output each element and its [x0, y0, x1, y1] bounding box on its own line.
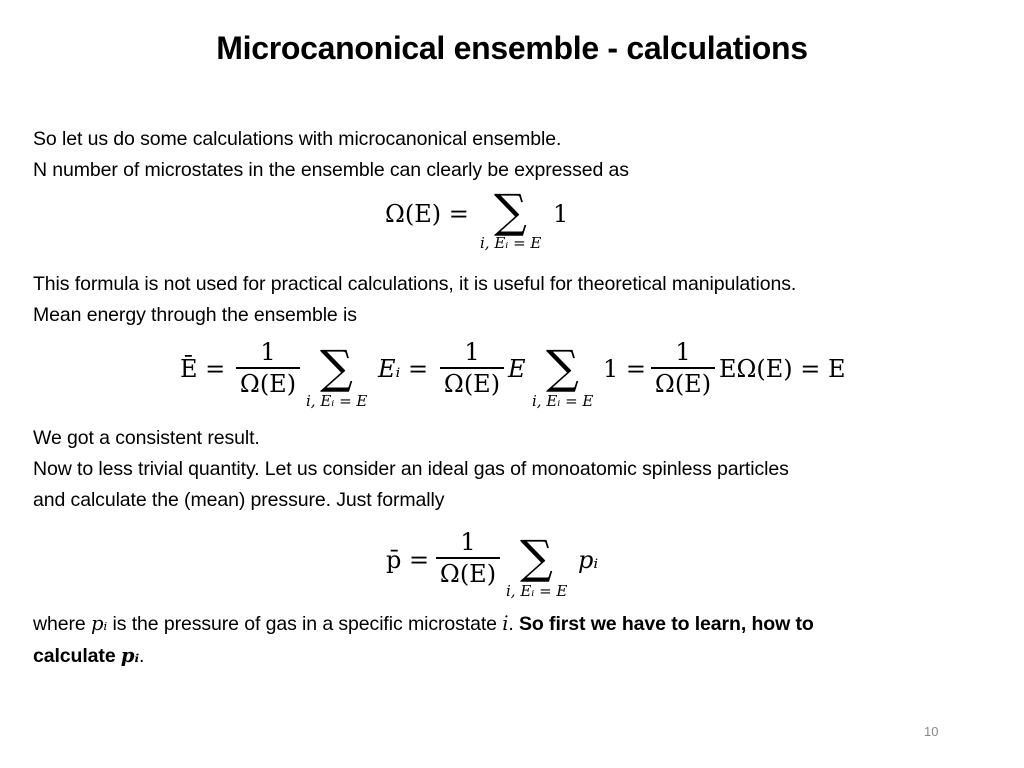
microstate-text: is the pressure of gas in a specific microstate: [112, 613, 497, 635]
calculate-text: calculate: [33, 645, 116, 667]
intro-line-2: N number of microstates in the ensemble can clearly be expressed as: [33, 159, 629, 181]
p-i-symbol: pᵢ: [90, 612, 108, 635]
pressure-fraction: [436, 528, 500, 588]
pressure-intro-line-2: Now to less trivial quantity. Let us consider an ideal gas of monoatomic spinless particles: [33, 458, 789, 480]
fraction-1-denominator: Ω(E): [239, 369, 297, 398]
sum-subscript: i, Eᵢ = E: [480, 234, 542, 252]
energy-term-1: Eᵢ =: [378, 355, 429, 383]
pressure-note-line-2: [33, 640, 993, 672]
sum-symbol-2: ∑: [546, 340, 579, 394]
page-number: 10: [924, 724, 939, 739]
sum-subscript-2: i, Eᵢ = E: [532, 392, 594, 410]
pressure-equation: [0, 528, 1024, 606]
fraction-2: [440, 338, 504, 398]
period: .: [139, 645, 145, 667]
energy-term-2: E: [508, 355, 526, 383]
sum-subscript-1: i, Eᵢ = E: [306, 392, 368, 410]
fraction-3: [651, 338, 715, 398]
intro-paragraph: [33, 124, 993, 186]
formula-note-line-2: Mean energy through the ensemble is: [33, 304, 357, 326]
fraction-1-numerator: 1: [260, 338, 276, 366]
pressure-intro-line-3: and calculate the (mean) pressure. Just formally: [33, 489, 445, 511]
fraction-3-denominator: Ω(E): [654, 369, 712, 398]
pressure-lhs: p̄ =: [386, 546, 430, 574]
sum-subscript-3: i, Eᵢ = E: [506, 582, 568, 600]
where-text: where: [33, 613, 86, 635]
pressure-intro-line-1: We got a consistent result.: [33, 427, 260, 449]
pressure-note-paragraph: [33, 608, 993, 672]
energy-term-3: 1 =: [603, 355, 647, 383]
sum-symbol-3: ∑: [520, 530, 553, 584]
pressure-rhs: pᵢ: [578, 546, 599, 574]
p-i-bold-symbol: pᵢ: [120, 644, 140, 667]
fraction-1-bar: [236, 367, 300, 369]
pressure-fraction-denominator: Ω(E): [439, 559, 497, 588]
mean-energy-lhs: Ē =: [180, 355, 226, 383]
fraction-2-denominator: Ω(E): [443, 369, 501, 398]
learn-text: So first we have to learn, how to: [519, 613, 814, 635]
fraction-3-numerator: 1: [675, 338, 691, 366]
omega-rhs: 1: [553, 200, 569, 228]
formula-note-paragraph: [33, 269, 993, 331]
mean-energy-equation: [0, 340, 1024, 418]
sum-symbol-1: ∑: [320, 340, 353, 394]
formula-note-line-1: This formula is not used for practical calculations, it is useful for theoretical manipulations.: [33, 273, 797, 295]
sum-symbol: ∑: [494, 184, 527, 238]
intro-line-1: So let us do some calculations with microcanonical ensemble.: [33, 128, 562, 150]
fraction-3-bar: [651, 367, 715, 369]
pressure-fraction-bar: [436, 557, 500, 559]
omega-lhs: Ω(E) =: [385, 200, 469, 228]
omega-equation: [0, 184, 1024, 255]
pressure-fraction-numerator: 1: [460, 528, 476, 556]
fraction-2-bar: [440, 367, 504, 369]
i-symbol: i: [502, 612, 509, 635]
energy-term-4: EΩ(E) = E: [719, 355, 846, 383]
pressure-note-line-1: where pᵢ is the pressure of gas in a specific microstate i. So first we have to learn, how to: [33, 612, 814, 635]
pressure-intro-paragraph: [33, 423, 993, 516]
slide-title: Microcanonical ensemble - calculations: [216, 30, 808, 66]
fraction-1: [236, 338, 300, 398]
fraction-2-numerator: 1: [464, 338, 480, 366]
